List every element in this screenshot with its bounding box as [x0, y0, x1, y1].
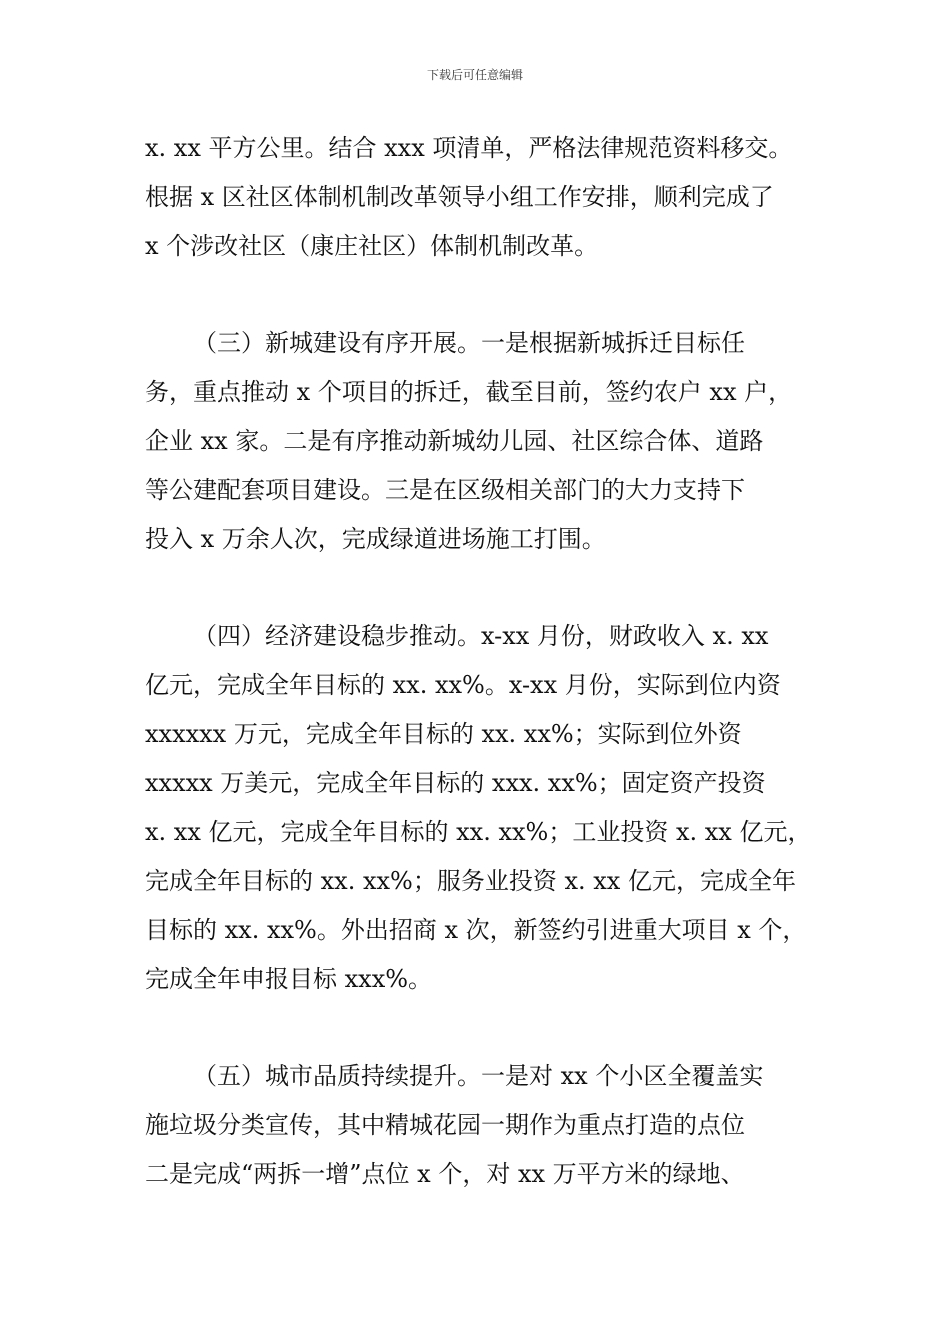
text-line: （三）新城建设有序开展。一是根据新城拆迁目标任	[193, 329, 745, 357]
text-line: 亿元，完成全年目标的 xx. xx%。x-xx 月份，实际到位内资	[145, 671, 781, 699]
text-line: （五）城市品质持续提升。一是对 xx 个小区全覆盖实	[193, 1062, 764, 1090]
paragraph-2	[145, 319, 810, 564]
paragraph-3	[145, 612, 810, 1004]
text-line: x. xx 平方公里。结合 xxx 项清单，严格法律规范资料移交。	[145, 134, 793, 162]
paragraph-1	[145, 124, 810, 271]
paragraph-gap	[145, 1004, 810, 1052]
text-line: xxxxx 万美元，完成全年目标的 xxx. xx%；固定资产投资	[145, 769, 766, 797]
text-line: 施垃圾分类宣传，其中精城花园一期作为重点打造的点位	[145, 1111, 745, 1139]
text-line: x. xx 亿元，完成全年目标的 xx. xx%；工业投资 x. xx 亿元，	[145, 818, 812, 846]
text-line: 完成全年目标的 xx. xx%；服务业投资 x. xx 亿元，完成全年	[145, 867, 796, 895]
paragraph-gap	[145, 271, 810, 319]
text-line: 等公建配套项目建设。三是在区级相关部门的大力支持下	[145, 476, 745, 504]
text-line: 目标的 xx. xx%。外出招商 x 次，新签约引进重大项目 x 个，	[145, 916, 807, 944]
paragraph-4	[145, 1052, 810, 1199]
text-line: 企业 xx 家。二是有序推动新城幼儿园、社区综合体、道路	[145, 427, 764, 455]
paragraph-gap	[145, 564, 810, 612]
text-line: 二是完成“两拆一增”点位 x 个，对 xx 万平方米的绿地、	[145, 1160, 745, 1188]
text-line: （四）经济建设稳步推动。x-xx 月份，财政收入 x. xx	[193, 622, 769, 650]
text-line: 务，重点推动 x 个项目的拆迁，截至目前，签约农户 xx 户，	[145, 378, 793, 406]
text-line: 完成全年申报目标 xxx%。	[145, 965, 433, 993]
text-line: x 个涉改社区（康庄社区）体制机制改革。	[145, 232, 599, 260]
text-line: 根据 x 区社区体制机制改革领导小组工作安排，顺利完成了	[145, 183, 774, 211]
document-body	[145, 124, 810, 1199]
page-header: 下载后可任意编辑	[426, 68, 523, 82]
text-line: xxxxxx 万元，完成全年目标的 xx. xx%；实际到位外资	[145, 720, 742, 748]
text-line: 投入 x 万余人次，完成绿道进场施工打围。	[145, 525, 606, 553]
